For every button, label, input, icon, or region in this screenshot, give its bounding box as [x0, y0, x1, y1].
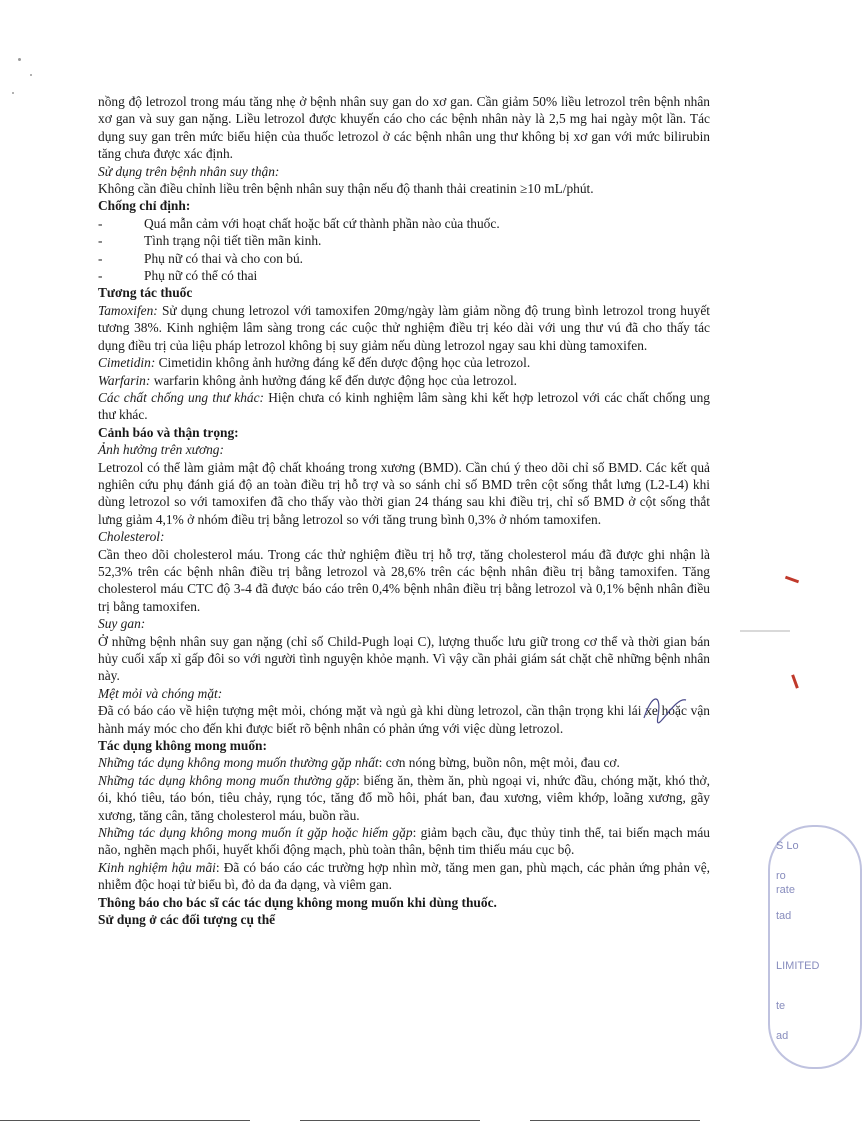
section-heading: Chống chỉ định: [98, 198, 191, 214]
section-heading: Tương tác thuốc [98, 285, 193, 301]
bullet-item [98, 250, 710, 267]
body-paragraph: Không cần điều chỉnh liều trên bệnh nhân suy thận nếu độ thanh thải creatinin ≥10 mL/phút. [98, 181, 594, 197]
subsection-heading: Ảnh hưởng trên xương: [98, 442, 224, 458]
bullet-text: Phụ nữ có thể có thai [144, 268, 258, 284]
body-paragraph: Ở những bệnh nhân suy gan nặng (chỉ số Child-Pugh loại C), lượng thuốc lưu giữ trong cơ thể và thời gian bán hủy cuối xấp xỉ gấp đôi so với người tình nguyện khỏe mạnh. Vì vậy cần phải giám sát chặt chẽ những bệnh nhân này. [98, 633, 710, 684]
stamp-fragment: tad [776, 910, 792, 922]
lead-term: Kinh nghiệm hậu mãi [98, 859, 216, 875]
bullet-text: Tình trạng nội tiết tiền mãn kinh. [144, 233, 322, 249]
bullet-dash: - [98, 233, 103, 249]
lead-term: Những tác dụng không mong muốn thường gặp nhất [98, 755, 379, 771]
body-paragraph: Letrozol có thể làm giảm mật độ chất khoáng trong xương (BMD). Cần chú ý theo dõi chỉ số BMD. Các kết quả nghiên cứu phụ đánh giá độ an toàn điều trị hỗ trợ và so sánh chỉ số BMD trên cột sống thắt lưng (L2-L4) khi dùng letrozol so với tamoxifen đã cho thấy vào thời gian 24 tháng sau khi điều trị, chỉ số BMD ở cột sống thắt lưng giảm 4,1% ở nhóm điều trị bằng letrozol so với tăng trung bình 0,3% ở nhóm tamoxifen. [98, 459, 710, 527]
section-heading: Thông báo cho bác sĩ các tác dụng không mong muốn khi dùng thuốc. [98, 894, 497, 910]
lead-text: warfarin không ảnh hưởng đáng kể đến dược động học của letrozol. [150, 372, 518, 388]
lead-text: Sử dụng chung letrozol với tamoxifen 20mg/ngày làm giảm nồng độ trung bình letrozol trong huyết tương 38%. Kinh nghiệm lâm sàng trong các cuộc thử nghiệm điều trị kéo dài với ung thư vú đã cho thấy tác dụng điều trị của liệu pháp letrozol không bị suy giảm nếu dùng letrozol ngay sau khi dùng tamoxifen. [98, 302, 710, 353]
scan-speck [18, 58, 21, 61]
bullet-dash: - [98, 268, 103, 284]
lead-term: Những tác dụng không mong muốn thường gặp [98, 772, 356, 788]
lead-paragraph [98, 389, 710, 424]
body-paragraph: Cần theo dõi cholesterol máu. Trong các thử nghiệm điều trị hỗ trợ, tăng cholesterol máu đã được ghi nhận là 52,3% trên các bệnh nhân điều trị bằng letrozol và 28,6% trên các bệnh nhân điều trị bằng tamoxifen. Tăng cholesterol máu CTC độ 3-4 đã được báo cáo trên 0,4% bệnh nhân điều trị bằng letrozol và 0,1% bệnh nhân điều trị bằng tamoxifen. [98, 546, 710, 614]
bullet-dash: - [98, 250, 103, 266]
lead-paragraph [98, 859, 710, 894]
lead-paragraph [98, 772, 710, 824]
lead-text: : giảm bạch cầu, đục thủy tinh thể, tai biến mạch máu não, nghẽn mạch phổi, huyết khối động mạch, phù toàn thân, bệnh tim thiếu máu cục bộ. [98, 825, 710, 858]
scan-speck [30, 74, 32, 76]
lead-text: : Đã có báo cáo các trường hợp nhìn mờ, tăng men gan, phù mạch, các phản ứng phản vệ, nhiễm độc hoại tử biểu bì, đỏ da đa dạng, và viêm gan. [98, 859, 710, 893]
document-page [98, 93, 710, 929]
bullet-item [98, 215, 710, 232]
scan-speck [12, 92, 14, 94]
lead-text: : cơn nóng bừng, buồn nôn, mệt mỏi, đau cơ. [378, 755, 620, 771]
margin-line [740, 630, 790, 632]
subsection-heading: Suy gan: [98, 616, 146, 632]
margin-mark [791, 674, 799, 688]
subsection-heading: Mệt mỏi và chóng mặt: [98, 685, 223, 701]
lead-text: Cimetidin không ảnh hưởng đáng kể đến dược động học của letrozol. [155, 355, 531, 371]
section-heading: Tác dụng không mong muốn: [98, 738, 267, 754]
lead-term: Những tác dụng không mong muốn ít gặp hoặc hiếm gặp [98, 825, 413, 841]
bullet-text: Quá mẫn cảm với hoạt chất hoặc bất cứ thành phần nào của thuốc. [144, 215, 500, 231]
stamp-fragment: te [776, 1000, 786, 1012]
bullet-item [98, 267, 710, 284]
section-heading: Cảnh báo và thận trọng: [98, 424, 239, 440]
lead-term: Tamoxifen: [98, 302, 158, 318]
lead-text: : biếng ăn, thèm ăn, phù ngoại vi, nhức đầu, chóng mặt, khó thở, ói, khó tiêu, táo bón, tiêu chảy, rụng tóc, tăng đổ mồ hôi, phát ban, đau xương, viêm khớp, loãng xương, gãy xương, tăng cân, tăng cholesterol máu, buồn rầu. [98, 772, 710, 823]
lead-term: Các chất chống ung thư khác: [98, 389, 265, 405]
lead-paragraph [98, 354, 710, 371]
lead-paragraph [98, 372, 710, 389]
stamp-fragment: LIMITED [776, 960, 820, 972]
stamp-fragment: ad [776, 1030, 789, 1042]
subsection-heading: Sử dụng trên bệnh nhân suy thận: [98, 163, 280, 179]
section-heading: Sử dụng ở các đối tượng cụ thể [98, 912, 276, 928]
lead-paragraph [98, 302, 710, 354]
bullet-item [98, 232, 710, 249]
bullet-dash: - [98, 215, 103, 231]
body-paragraph: nồng độ letrozol trong máu tăng nhẹ ở bệnh nhân suy gan do xơ gan. Cần giảm 50% liều letrozol trên bệnh nhân xơ gan và suy gan nặng. Liều letrozol được khuyến cáo cho các bệnh nhân này là 2,5 mg hai ngày một lần. Tác dụng suy gan trên mức biểu hiện của thuốc letrozol ở các bệnh nhân ung thư không bị xơ gan với mức bilirubin tăng chưa được xác định. [98, 94, 710, 162]
lead-paragraph [98, 754, 710, 771]
footer-rule [300, 1120, 480, 1121]
lead-text: Hiện chưa có kinh nghiệm lâm sàng khi kết hợp letrozol với các chất chống ung thư khác. [98, 389, 710, 423]
lead-term: Warfarin: [98, 372, 151, 388]
signature-scribble [640, 688, 690, 728]
stamp-fragment: S Lo [776, 840, 799, 852]
bullet-text: Phụ nữ có thai và cho con bú. [144, 250, 303, 266]
body-paragraph: Đã có báo cáo về hiện tượng mệt mỏi, chóng mặt và ngủ gà khi dùng letrozol, cần thận trọng khi lái xe hoặc vận hành máy móc cho đến khi được biết rõ bệnh nhân có phản ứng với việc dùng letrozol. [98, 703, 710, 736]
lead-term: Cimetidin: [98, 355, 156, 371]
stamp-fragment: rate [776, 884, 795, 896]
margin-mark [785, 576, 799, 584]
footer-rule [0, 1120, 250, 1121]
subsection-heading: Cholesterol: [98, 529, 165, 545]
footer-rule [530, 1120, 700, 1121]
stamp-fragment: ro [776, 870, 786, 882]
lead-paragraph [98, 824, 710, 859]
